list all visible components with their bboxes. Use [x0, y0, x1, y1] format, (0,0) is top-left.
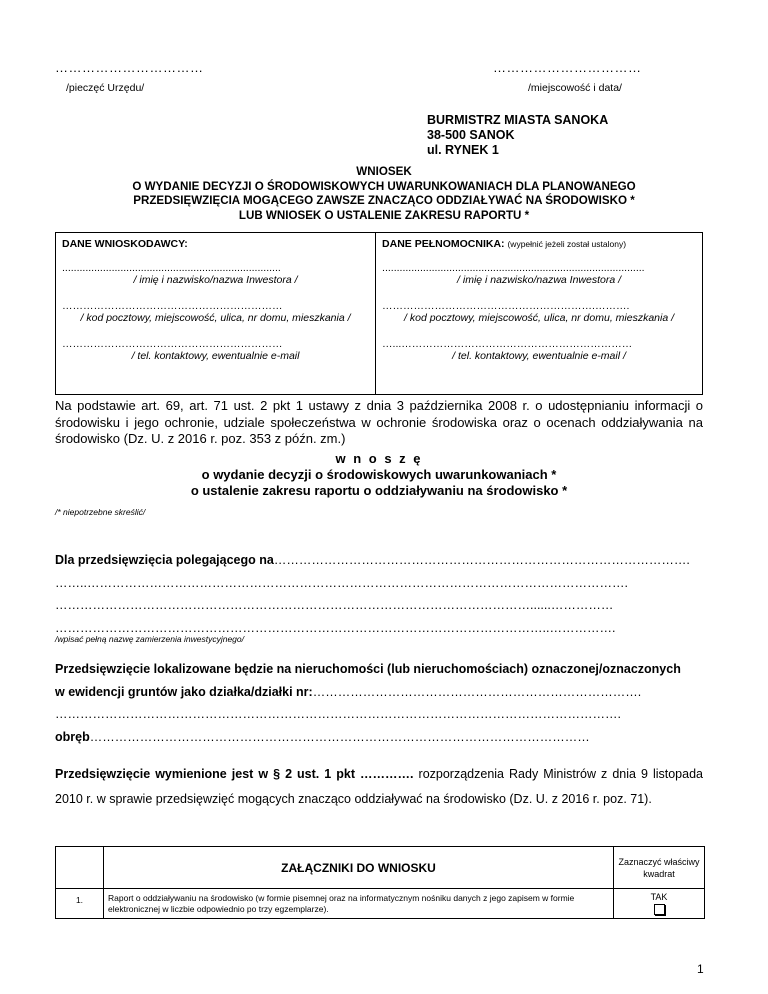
applicant-address-dots[interactable]: ……………………………………………………… [62, 300, 283, 312]
attachments-header: ZAŁĄCZNIKI DO WNIOSKU [104, 847, 614, 889]
proxy-phone-label: / tel. kontaktowy, ewentualnie e-mail / [452, 350, 626, 362]
location-line: Przedsięwzięcie lokalizowane będzie na nieruchomości (lub nieruchomościach) oznaczonej/oznaczonych [55, 662, 681, 676]
proxy-address-dots[interactable]: …………………………………………………….………. [382, 300, 630, 312]
project-note: /wpisać pełną nazwę zamierzenia inwestycyjnego/ [55, 634, 244, 644]
addressee-line: ul. RYNEK 1 [427, 143, 499, 157]
request-block [55, 451, 703, 499]
project-line[interactable]: ……..…………………………………………………………………………………………………………………. [55, 575, 628, 590]
check-header: Zaznaczyć właściwy kwadrat [614, 847, 705, 889]
proxy-header-title: DANE PEŁNOMOCNIKA: [382, 238, 505, 250]
stamp-label: /pieczęć Urzędu/ [66, 82, 145, 94]
obreb-line[interactable] [55, 726, 705, 749]
applicant-name-dots[interactable]: ........................................................................... [62, 262, 281, 274]
title-line: O WYDANIE DECYZJI O ŚRODOWISKOWYCH UWARUNKOWANIACH DLA PLANOWANEGO [132, 179, 636, 193]
proxy-name-dots[interactable]: .......................................................................................... [382, 262, 645, 274]
legal-basis: Na podstawie art. 69, art. 71 ust. 2 pkt 1 ustawy z dnia 3 października 2008 r. o udostępnianiu informacji o środowisku i jego ochronie, udziale społeczeństwa w ochronie środowiska oraz o ocenach oddziaływania na środowisko (Dz. U. z 2016 r. poz. 353 z późn. zm.) [55, 398, 703, 446]
project-line[interactable] [55, 549, 705, 572]
request-heading: w n o s z ę [335, 451, 423, 466]
applicant-name-label: / imię i nazwisko/nazwa Inwestora / [133, 274, 298, 286]
addressee [427, 113, 608, 158]
attachments-table [55, 846, 705, 919]
title-line: WNIOSEK [356, 165, 412, 178]
attachments-num-header [56, 847, 104, 889]
applicant-address-label: / kod pocztowy, miejscowość, ulica, nr domu, mieszkania / [80, 312, 351, 324]
applicant-phone-label: / tel. kontaktowy, ewentualnie e-mail [131, 350, 300, 362]
addressee-line: BURMISTRZ MIASTA SANOKA [427, 113, 609, 127]
place-date-label: /miejscowość i data/ [528, 82, 622, 94]
strike-note: /* niepotrzebne skreślić/ [55, 507, 146, 517]
proxy-address-label: / kod pocztowy, miejscowość, ulica, nr domu, mieszkania / [404, 312, 675, 324]
attachment-text: Raport o oddziaływaniu na środowisko (w formie pisemnej oraz na informatycznym nośniku danych z jego zapisem w formie elektronicznej w liczbie odpowiednio po trzy egzemplarze). [104, 889, 614, 919]
applicant-column [56, 233, 376, 395]
parcel-line-2[interactable]: ………………………………………………………………………………………………………………………. [55, 707, 621, 721]
attachment-number: 1. [56, 889, 104, 919]
applicant-table [55, 232, 703, 395]
parcel-label: w ewidencji gruntów jako działka/działki nr: [55, 684, 313, 699]
place-date-dots: …………………………… [493, 60, 642, 75]
parcel-dots: ……………………………………………………………………. [312, 684, 642, 699]
project-label: Dla przedsięwzięcia polegającego na [55, 553, 274, 567]
title-line: LUB WNIOSEK O USTALENIE ZAKRESU RAPORTU * [238, 208, 530, 222]
project-line[interactable]: ………………………………………………………………………………………………………..……………. [55, 620, 616, 635]
title-line: PRZEDSIĘWZIĘCIA MOGĄCEGO ZAWSZE ZNACZĄCO ODDZIAŁYWAĆ NA ŚRODOWISKO * [133, 194, 635, 207]
applicant-phone-dots[interactable]: ……………………………………………………… [62, 338, 283, 350]
attachment-check-label: TAK [650, 892, 668, 902]
project-dots: ………………………………………………………………………………………. [273, 553, 690, 567]
proxy-header [382, 238, 696, 250]
proxy-column [376, 233, 703, 395]
applicant-header: DANE WNIOSKODAWCY: [62, 238, 188, 250]
location-section [55, 658, 705, 748]
attachment-check-cell [614, 889, 705, 919]
obreb-dots: ………………………………………………………………………………………………………… [89, 729, 590, 744]
obreb-label: obręb [55, 729, 90, 744]
proxy-header-note: (wypełnić jeżeli został ustalony) [507, 239, 627, 249]
proxy-phone-dots[interactable]: …...………………………………………………………… [382, 338, 633, 350]
proxy-name-label: / imię i nazwisko/nazwa Inwestora / [457, 274, 622, 286]
checkbox-icon[interactable] [654, 904, 665, 915]
page-number: 1 [697, 962, 704, 976]
project-line[interactable]: ……………………………………………………………………………………………………......…………… [55, 598, 614, 612]
parcel-line[interactable] [55, 681, 705, 704]
regulation-bold: Przedsięwzięcie wymienione jest w § 2 ust. 1 pkt …………. [55, 767, 414, 781]
regulation-paragraph [55, 762, 703, 812]
request-option-decision: o wydanie decyzji o środowiskowych uwarunkowaniach * [201, 467, 557, 482]
request-option-scope: o ustalenie zakresu raportu o oddziaływaniu na środowisko * [190, 483, 568, 498]
project-section [55, 549, 705, 639]
addressee-line: 38-500 SANOK [427, 128, 515, 142]
regulation-text: rozporządzenia Rady Ministrów z dnia 9 listopada 2010 r. w sprawie przedsięwzięć mogących znacząco oddziaływać na środowisko (Dz. U. z 2016 r. poz. 71). [55, 767, 703, 806]
document-title [40, 165, 728, 223]
stamp-dots: …………………………… [55, 60, 204, 75]
